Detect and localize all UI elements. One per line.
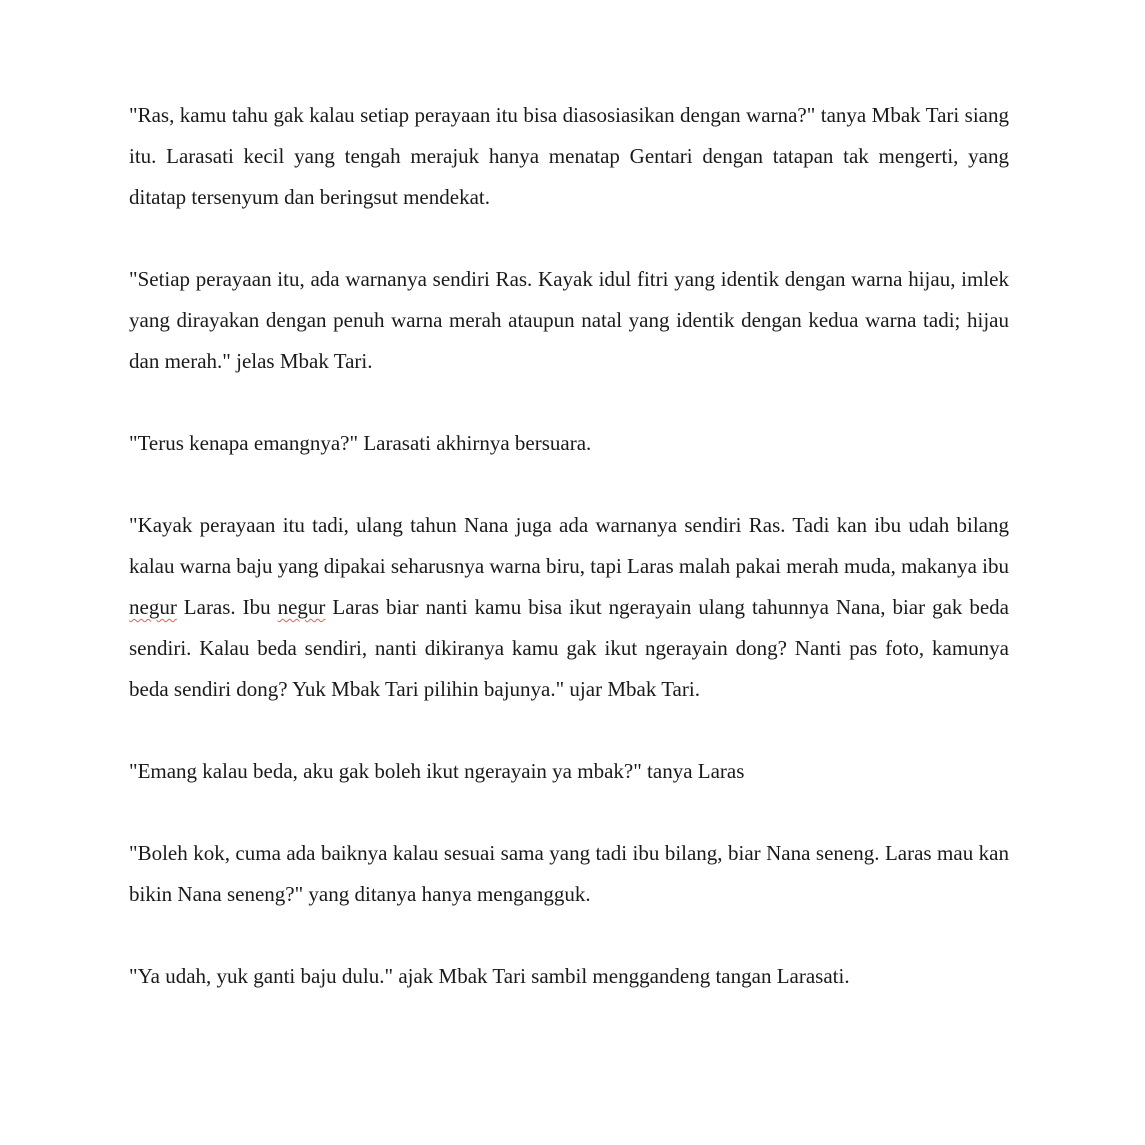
document-page (129, 95, 1009, 1038)
paragraph-text: "Emang kalau beda, aku gak boleh ikut ngerayain ya mbak?" tanya Laras (129, 759, 745, 783)
paragraph-text: Laras biar nanti kamu bisa ikut ngerayain ulang tahunnya Nana, biar gak beda sendiri. Kalau beda sendiri, nanti dikiranya kamu gak ikut ngerayain dong? Nanti pas foto, kamunya beda sendiri dong? Yuk Mbak Tari pilihin bajunya." ujar Mbak Tari. (129, 595, 1009, 701)
paragraph-text: "Ras, kamu tahu gak kalau setiap perayaan itu bisa diasosiasikan dengan warna?" tanya Mbak Tari siang itu. Larasati kecil yang tengah merajuk hanya menatap Gentari dengan tatapan tak mengerti, yang ditatap tersenyum dan beringsut mendekat. (129, 103, 1009, 209)
paragraph-text: "Ya udah, yuk ganti baju dulu." ajak Mbak Tari sambil menggandeng tangan Larasati. (129, 964, 850, 988)
paragraph-3 (129, 423, 1009, 464)
paragraph-2 (129, 259, 1009, 382)
misspelled-word[interactable]: negur (129, 595, 177, 619)
paragraph-text: Laras. Ibu (176, 595, 278, 619)
paragraph-text: "Setiap perayaan itu, ada warnanya sendiri Ras. Kayak idul fitri yang identik dengan warna hijau, imlek yang dirayakan dengan penuh warna merah ataupun natal yang identik dengan kedua warna tadi; hijau dan merah." jelas Mbak Tari. (129, 267, 1009, 373)
paragraph-text: "Kayak perayaan itu tadi, ulang tahun Nana juga ada warnanya sendiri Ras. Tadi kan ibu udah bilang kalau warna baju yang dipakai seharusnya warna biru, tapi Laras malah pakai merah muda, makanya ibu (129, 513, 1009, 578)
paragraph-text: "Boleh kok, cuma ada baiknya kalau sesuai sama yang tadi ibu bilang, biar Nana seneng. Laras mau kan bikin Nana seneng?" yang ditanya hanya mengangguk. (129, 841, 1009, 906)
paragraph-6 (129, 833, 1009, 915)
paragraph-1 (129, 95, 1009, 218)
paragraph-7 (129, 956, 1009, 997)
paragraph-text: "Terus kenapa emangnya?" Larasati akhirnya bersuara. (129, 431, 592, 455)
misspelled-word[interactable]: negur (277, 595, 326, 619)
paragraph-4 (129, 505, 1009, 710)
paragraph-5 (129, 751, 1009, 792)
